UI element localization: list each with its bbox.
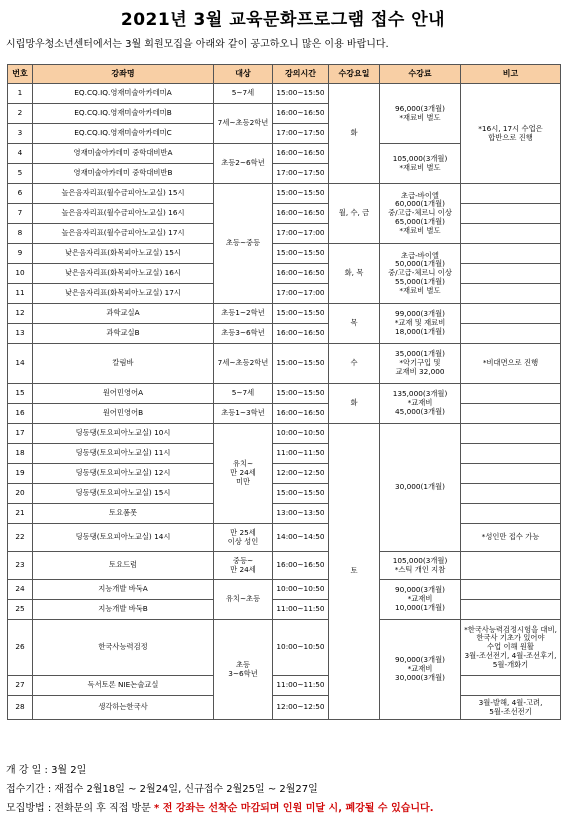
table-row: [8, 696, 561, 720]
row-no: 13: [8, 324, 33, 344]
header-target: 대상: [214, 65, 273, 84]
intro-text: 시립망우청소년센터에서는 3월 회원모집을 아래와 같이 공고하오니 많은 이용 바랍니다.: [6, 39, 389, 50]
course-name: 칼림바: [33, 344, 214, 384]
fee-cell: 135,000(3개월) *교재비 45,000(3개월): [380, 384, 461, 424]
time-cell: 17:00~17:50: [273, 164, 329, 184]
row-no: 16: [8, 404, 33, 424]
row-no: 17: [8, 424, 33, 444]
table-row: [8, 204, 561, 224]
table-row: [8, 384, 561, 404]
fee-cell: 90,000(3개월) *교재비 10,000(1개월): [380, 580, 461, 620]
note-cell: *16시, 17시 수업은 합반으로 진행: [461, 84, 561, 184]
time-cell: 11:00~11:50: [273, 676, 329, 696]
time-cell: 11:00~11:50: [273, 600, 329, 620]
table-row: [8, 484, 561, 504]
course-name: 과학교실A: [33, 304, 214, 324]
target-cell: 5~7세: [214, 84, 273, 104]
table-row: [8, 600, 561, 620]
row-no: 11: [8, 284, 33, 304]
fee-cell: 105,000(3개월) *스틱 개인 지참: [380, 552, 461, 580]
row-no: 23: [8, 552, 33, 580]
table-row: [8, 620, 561, 676]
time-cell: 15:00~15:50: [273, 244, 329, 264]
target-cell: 초등2~6학년: [214, 144, 273, 184]
course-name: 낮은음자리표(화목피아노교실) 15시: [33, 244, 214, 264]
note-cell: [461, 600, 561, 620]
method-text: 모집방법 : 전화문의 후 직접 방문: [6, 803, 151, 814]
fee-cell: 96,000(3개월) *재료비 별도: [380, 84, 461, 144]
row-no: 1: [8, 84, 33, 104]
time-cell: 15:00~15:50: [273, 344, 329, 384]
course-name: 높은음자리표(월수금피아노교실) 16시: [33, 204, 214, 224]
day-cell: 수: [329, 344, 380, 384]
row-no: 20: [8, 484, 33, 504]
time-cell: 14:00~14:50: [273, 524, 329, 552]
table-header-row: [8, 65, 561, 84]
time-cell: 12:00~12:50: [273, 696, 329, 720]
row-no: 10: [8, 264, 33, 284]
course-name: 지능개발 바둑B: [33, 600, 214, 620]
time-cell: 10:00~10:50: [273, 424, 329, 444]
target-cell: 초등1~3학년: [214, 404, 273, 424]
fee-cell: 30,000(1개월): [380, 424, 461, 552]
fee-cell: 초급-바이엘 60,000(1개월) 중/고급-체르니 이상 65,000(1개월) *재료비 별도: [380, 184, 461, 244]
day-cell: 토: [329, 424, 380, 720]
table-row: [8, 444, 561, 464]
course-name: 높은음자리표(월수금피아노교실) 15시: [33, 184, 214, 204]
table-row: [8, 84, 561, 104]
header-time: 강의시간: [273, 65, 329, 84]
header-note: 비고: [461, 65, 561, 84]
note-cell: [461, 184, 561, 204]
table-row: [8, 224, 561, 244]
row-no: 27: [8, 676, 33, 696]
time-cell: 13:00~13:50: [273, 504, 329, 524]
program-table: [7, 64, 561, 720]
note-cell: [461, 464, 561, 484]
table-row: [8, 552, 561, 580]
row-no: 25: [8, 600, 33, 620]
note-cell: [461, 384, 561, 404]
time-cell: 15:00~15:50: [273, 484, 329, 504]
row-no: 22: [8, 524, 33, 552]
page-title: 2021년 3월 교육문화프로그램 접수 안내: [120, 10, 446, 30]
course-name: 한국사능력검정: [33, 620, 214, 676]
course-name: 낮은음자리표(화목피아노교실) 16시: [33, 264, 214, 284]
course-name: 낮은음자리표(화목피아노교실) 17시: [33, 284, 214, 304]
target-cell: 5~7세: [214, 384, 273, 404]
course-name: 영재미술아카데미 중학대비반A: [33, 144, 214, 164]
note-cell: [461, 484, 561, 504]
row-no: 21: [8, 504, 33, 524]
registration-period: 접수기간 : 재접수 2월18일 ~ 2월24일, 신규접수 2월25일 ~ 2월27일: [6, 784, 318, 795]
row-no: 24: [8, 580, 33, 600]
time-cell: 16:00~16:50: [273, 104, 329, 124]
time-cell: 16:00~16:50: [273, 204, 329, 224]
time-cell: 15:00~15:50: [273, 384, 329, 404]
course-name: 토요드럼: [33, 552, 214, 580]
note-cell: [461, 264, 561, 284]
table-row: [8, 184, 561, 204]
row-no: 6: [8, 184, 33, 204]
table-row: [8, 264, 561, 284]
header-fee: 수강료: [380, 65, 461, 84]
table-row: [8, 524, 561, 552]
row-no: 15: [8, 384, 33, 404]
row-no: 12: [8, 304, 33, 324]
day-cell: 목: [329, 304, 380, 344]
warning-text: * 전 강좌는 선착순 마감되며 인원 미달 시, 폐강될 수 있습니다.: [154, 803, 434, 814]
header-day: 수강요일: [329, 65, 380, 84]
row-no: 4: [8, 144, 33, 164]
note-cell: [461, 304, 561, 324]
time-cell: 17:00~17:00: [273, 284, 329, 304]
note-cell: *성인만 접수 가능: [461, 524, 561, 552]
course-name: 원어민영어A: [33, 384, 214, 404]
note-cell: [461, 504, 561, 524]
registration-method: [6, 799, 434, 818]
note-cell: [461, 580, 561, 600]
row-no: 3: [8, 124, 33, 144]
header-course: 강좌명: [33, 65, 214, 84]
row-no: 14: [8, 344, 33, 384]
time-cell: 15:00~15:50: [273, 84, 329, 104]
table-row: [8, 344, 561, 384]
table-row: [8, 304, 561, 324]
note-cell: 3월-발해, 4월-고려, 5월-조선전기: [461, 696, 561, 720]
note-cell: [461, 424, 561, 444]
course-name: 딩동댕(토요피아노교실) 12시: [33, 464, 214, 484]
row-no: 5: [8, 164, 33, 184]
course-name: EQ.CQ.IQ.영재미술아카데미B: [33, 104, 214, 124]
note-cell: *비대면으로 진행: [461, 344, 561, 384]
time-cell: 15:00~15:50: [273, 304, 329, 324]
target-cell: 7세~초등2학년: [214, 104, 273, 144]
course-name: 딩동댕(토요피아노교실) 15시: [33, 484, 214, 504]
row-no: 19: [8, 464, 33, 484]
course-name: 영재미술아카데미 중학대비반B: [33, 164, 214, 184]
target-cell: 초등3~6학년: [214, 324, 273, 344]
row-no: 8: [8, 224, 33, 244]
note-cell: *한국사능력검정시험을 대비, 한국사 기초가 있어야 수업 이해 원활 3월-조선전기, 4월-조선후기, 5월-개화기: [461, 620, 561, 676]
target-cell: 초등 3~6학년: [214, 620, 273, 720]
row-no: 26: [8, 620, 33, 676]
day-cell: 화: [329, 384, 380, 424]
note-cell: [461, 324, 561, 344]
time-cell: 17:00~17:50: [273, 124, 329, 144]
target-cell: 7세~초등2학년: [214, 344, 273, 384]
time-cell: 16:00~16:50: [273, 552, 329, 580]
time-cell: 10:00~10:50: [273, 620, 329, 676]
time-cell: 17:00~17:00: [273, 224, 329, 244]
note-cell: [461, 552, 561, 580]
target-cell: 유치~ 만 24세 미만: [214, 424, 273, 524]
time-cell: 16:00~16:50: [273, 404, 329, 424]
time-cell: 15:00~15:50: [273, 184, 329, 204]
fee-cell: 90,000(3개월) *교재비 30,000(3개월): [380, 620, 461, 720]
course-name: 생각하는한국사: [33, 696, 214, 720]
course-name: 딩동댕(토요피아노교실) 14시: [33, 524, 214, 552]
note-cell: [461, 204, 561, 224]
day-cell: 월, 수, 금: [329, 184, 380, 244]
table-row: [8, 580, 561, 600]
row-no: 7: [8, 204, 33, 224]
open-date: 개 강 일 : 3월 2일: [6, 765, 87, 776]
time-cell: 16:00~16:50: [273, 144, 329, 164]
note-cell: [461, 676, 561, 696]
day-cell: 화, 목: [329, 244, 380, 304]
table-row: [8, 244, 561, 264]
note-cell: [461, 284, 561, 304]
course-name: EQ.CQ.IQ.영재미술아카데미A: [33, 84, 214, 104]
target-cell: 초등~중등: [214, 184, 273, 304]
target-cell: 초등1~2학년: [214, 304, 273, 324]
table-row: [8, 324, 561, 344]
time-cell: 10:00~10:50: [273, 580, 329, 600]
table-row: [8, 464, 561, 484]
table-row: [8, 676, 561, 696]
header-no: 번호: [8, 65, 33, 84]
row-no: 18: [8, 444, 33, 464]
course-name: 독서토론 NIE논술교실: [33, 676, 214, 696]
fee-cell: 99,000(3개월) *교재 및 재료비 18,000(1개월): [380, 304, 461, 344]
course-name: 딩동댕(토요피아노교실) 11시: [33, 444, 214, 464]
target-cell: 만 25세 이상 성인: [214, 524, 273, 552]
fee-cell: 35,000(1개월) *악기구입 및 교재비 32,000: [380, 344, 461, 384]
fee-cell: 초급-바이엘 50,000(1개월) 중/고급-체르니 이상 55,000(1개월) *재료비 별도: [380, 244, 461, 304]
target-cell: 유치~초등: [214, 580, 273, 620]
note-cell: [461, 244, 561, 264]
table-row: [8, 284, 561, 304]
course-name: 지능개발 바둑A: [33, 580, 214, 600]
time-cell: 16:00~16:50: [273, 264, 329, 284]
course-name: EQ.CQ.IQ.영재미술아카데미C: [33, 124, 214, 144]
row-no: 9: [8, 244, 33, 264]
fee-cell: 105,000(3개월) *재료비 별도: [380, 144, 461, 184]
footer-info: [6, 761, 434, 818]
day-cell: 화: [329, 84, 380, 184]
row-no: 28: [8, 696, 33, 720]
note-cell: [461, 404, 561, 424]
course-name: 높은음자리표(월수금피아노교실) 17시: [33, 224, 214, 244]
time-cell: 16:00~16:50: [273, 324, 329, 344]
course-name: 딩동댕(토요피아노교실) 10시: [33, 424, 214, 444]
row-no: 2: [8, 104, 33, 124]
course-name: 원어민영어B: [33, 404, 214, 424]
note-cell: [461, 444, 561, 464]
note-cell: [461, 224, 561, 244]
table-row: [8, 404, 561, 424]
table-row: [8, 504, 561, 524]
time-cell: 12:00~12:50: [273, 464, 329, 484]
target-cell: 중등~ 만 24세: [214, 552, 273, 580]
course-name: 과학교실B: [33, 324, 214, 344]
time-cell: 11:00~11:50: [273, 444, 329, 464]
table-row: [8, 424, 561, 444]
course-name: 토요폼폿: [33, 504, 214, 524]
